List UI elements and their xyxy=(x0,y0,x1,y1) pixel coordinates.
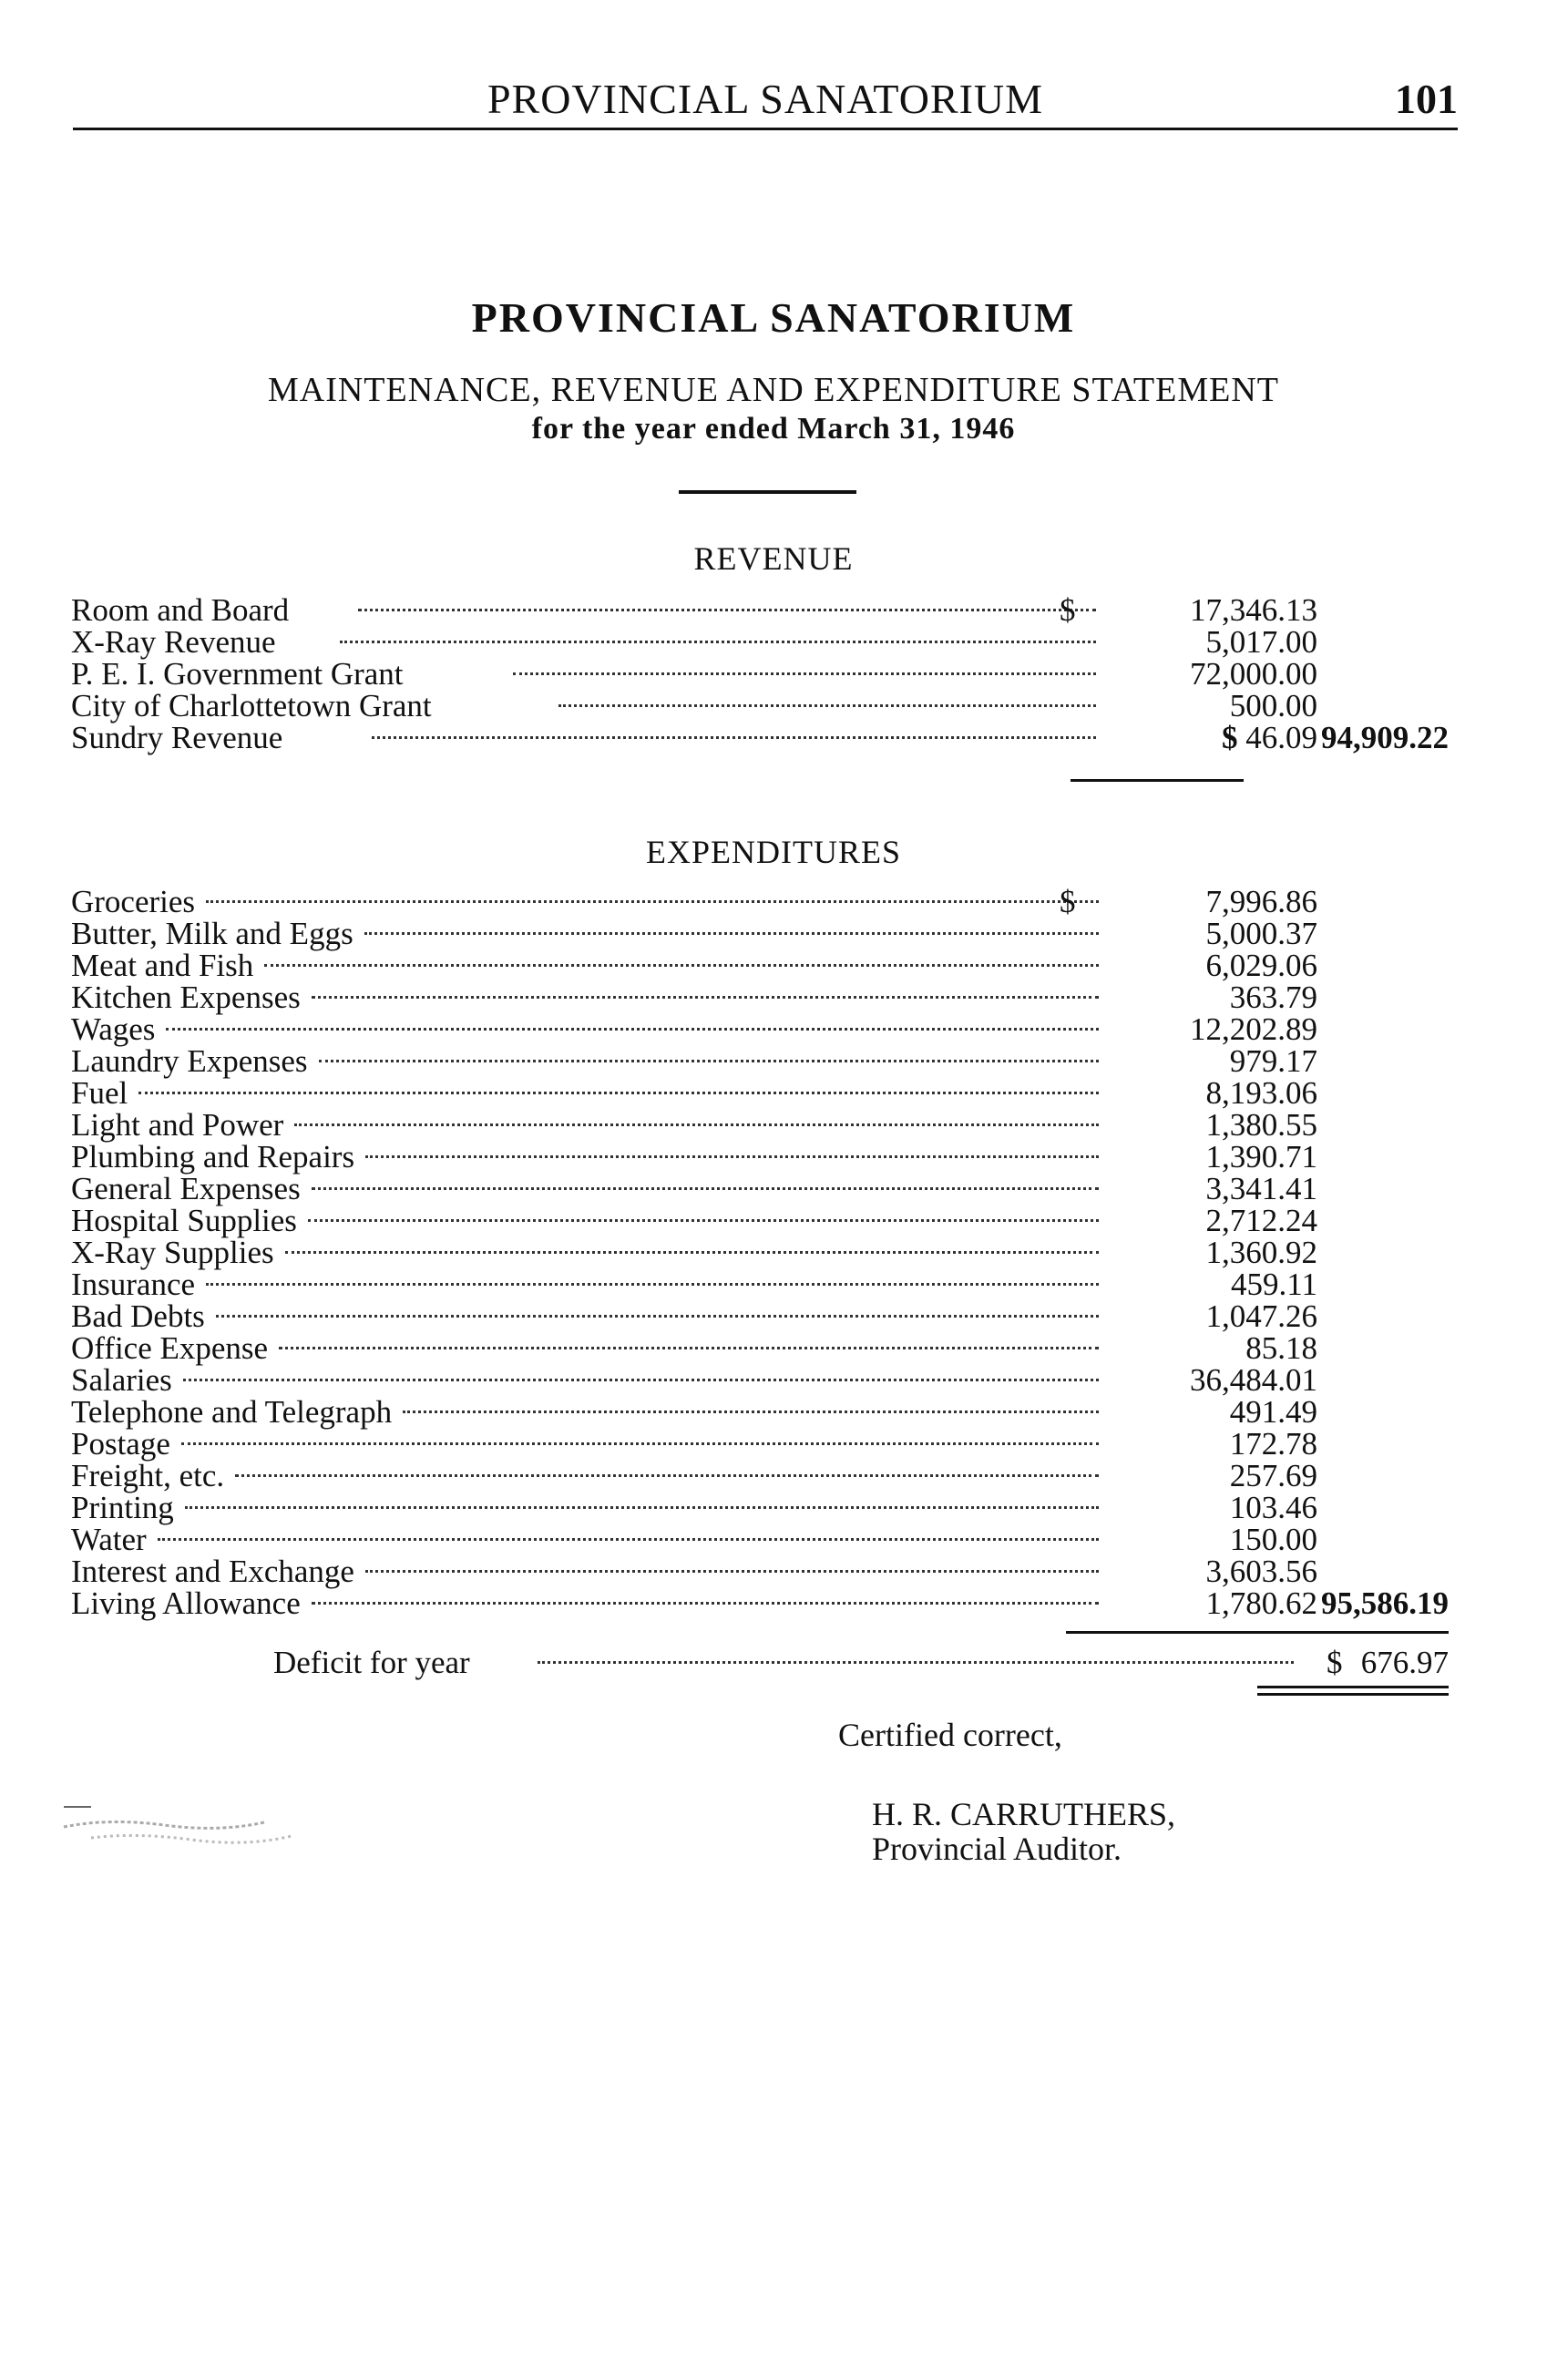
expenditure-amount: 1,390.71 xyxy=(1205,1139,1317,1175)
expenditure-label: Hospital Supplies xyxy=(71,1203,297,1238)
leader-dots xyxy=(312,996,1099,999)
revenue-amount: 17,346.13 xyxy=(1190,592,1317,628)
expenditure-row xyxy=(71,1426,1456,1462)
heading-divider xyxy=(679,490,856,494)
leader-dots xyxy=(294,1123,1099,1126)
expenditure-label: Butter, Milk and Eggs xyxy=(71,916,353,951)
statement-subtitle: MAINTENANCE, REVENUE AND EXPENDITURE STATEMENT xyxy=(267,371,1280,409)
leader-dots xyxy=(216,1315,1099,1318)
expenditure-row xyxy=(71,1554,1456,1589)
revenue-row xyxy=(71,656,1456,692)
expenditure-label: X-Ray Supplies xyxy=(71,1235,274,1270)
expenditure-amount: 5,000.37 xyxy=(1205,916,1317,951)
expenditure-amount: 257.69 xyxy=(1229,1458,1317,1493)
expenditure-amount: 8,193.06 xyxy=(1205,1075,1317,1111)
expenditure-label: Freight, etc. xyxy=(71,1458,225,1493)
expenditure-row xyxy=(71,1298,1456,1334)
revenue-label: Room and Board xyxy=(71,592,290,628)
expenditure-row xyxy=(71,1585,1456,1621)
expenditure-label: Wages xyxy=(71,1011,156,1047)
page-number: 101 xyxy=(1395,76,1458,122)
revenue-amount: 46.09 xyxy=(1245,720,1317,755)
expenditure-label: Insurance xyxy=(71,1267,196,1302)
leader-dots xyxy=(364,932,1099,935)
expenditure-label: Bad Debts xyxy=(71,1298,205,1334)
expenditure-label: Interest and Exchange xyxy=(71,1554,354,1589)
leader-dots xyxy=(138,1092,1099,1094)
expenditure-row xyxy=(71,1043,1456,1079)
expenditure-row xyxy=(71,948,1456,983)
expenditure-amount: 491.49 xyxy=(1229,1394,1317,1430)
expenditure-label: Kitchen Expenses xyxy=(71,980,301,1015)
expenditure-row xyxy=(71,1075,1456,1111)
revenue-subtotal-rule xyxy=(1071,779,1244,782)
expenditure-label: Plumbing and Repairs xyxy=(71,1139,355,1175)
certification-statement: Certified correct, xyxy=(838,1717,1062,1753)
expenditure-label: Printing xyxy=(71,1490,174,1525)
leader-dots xyxy=(206,900,1099,903)
faint-stamp-mark xyxy=(55,1800,310,1854)
revenue-amount: 72,000.00 xyxy=(1190,656,1317,692)
expenditure-row xyxy=(71,1203,1456,1238)
expenditure-row xyxy=(71,1522,1456,1557)
leader-dots xyxy=(183,1379,1099,1381)
expenditure-row xyxy=(71,980,1456,1015)
expenditure-label: Fuel xyxy=(71,1075,128,1111)
expenditure-amount: 979.17 xyxy=(1229,1043,1317,1079)
expenditures-heading: EXPENDITURES xyxy=(646,834,901,870)
leader-dots xyxy=(358,609,1096,611)
statement-period: for the year ended March 31, 1946 xyxy=(531,412,1016,446)
expenditure-amount: 36,484.01 xyxy=(1190,1362,1317,1398)
leader-dots xyxy=(312,1187,1099,1190)
expenditure-amount: 103.46 xyxy=(1229,1490,1317,1525)
expenditure-amount: 12,202.89 xyxy=(1190,1011,1317,1047)
deficit-double-rule xyxy=(1257,1693,1449,1696)
expenditure-amount: 363.79 xyxy=(1229,980,1317,1015)
revenue-label: Sundry Revenue xyxy=(71,720,283,755)
revenue-row xyxy=(71,592,1456,628)
expenditure-row xyxy=(71,1394,1456,1430)
expenditure-amount: 150.00 xyxy=(1229,1522,1317,1557)
revenue-total: 94,909.22 xyxy=(1321,720,1449,755)
expenditure-row xyxy=(71,1267,1456,1302)
leader-dots xyxy=(308,1219,1099,1222)
expenditure-amount: 1,047.26 xyxy=(1205,1298,1317,1334)
expenditure-row xyxy=(71,1011,1456,1047)
auditor-name: H. R. CARRUTHERS, xyxy=(872,1796,1176,1832)
expenditure-row xyxy=(71,1171,1456,1206)
leader-dots xyxy=(372,736,1096,739)
expenditure-label: Postage xyxy=(71,1426,170,1462)
expenditure-row xyxy=(71,1458,1456,1493)
leader-dots xyxy=(403,1411,1099,1413)
deficit-currency-sign: $ xyxy=(1327,1645,1343,1680)
leader-dots xyxy=(158,1538,1099,1541)
expenditure-label: General Expenses xyxy=(71,1171,301,1206)
revenue-heading: REVENUE xyxy=(693,540,854,577)
leader-dots xyxy=(279,1347,1099,1349)
expenditures-total-rule xyxy=(1066,1631,1449,1634)
expenditure-row xyxy=(71,916,1456,951)
leader-dots xyxy=(513,672,1096,675)
leader-dots xyxy=(319,1060,1099,1062)
revenue-label: City of Charlottetown Grant xyxy=(71,688,432,723)
leader-dots xyxy=(185,1506,1099,1509)
expenditure-label: Meat and Fish xyxy=(71,948,254,983)
expenditure-label: Living Allowance xyxy=(71,1585,301,1621)
leader-dots xyxy=(365,1570,1099,1573)
leader-dots xyxy=(365,1155,1099,1158)
expenditure-label: Groceries xyxy=(71,884,196,919)
deficit-rule xyxy=(1257,1686,1449,1688)
deficit-amount: 676.97 xyxy=(1360,1645,1449,1680)
currency-sign: $ xyxy=(1060,884,1076,919)
leader-dots xyxy=(538,1661,1294,1664)
expenditure-label: Light and Power xyxy=(71,1107,284,1143)
auditor-title: Provincial Auditor. xyxy=(872,1831,1122,1867)
expenditure-amount: 1,360.92 xyxy=(1205,1235,1317,1270)
revenue-row xyxy=(71,720,1456,755)
leader-dots xyxy=(264,964,1099,967)
statement-title: PROVINCIAL SANATORIUM xyxy=(471,294,1076,341)
expenditure-row xyxy=(71,1107,1456,1143)
leader-dots xyxy=(181,1442,1099,1445)
leader-dots xyxy=(312,1602,1099,1605)
running-head-title: PROVINCIAL SANATORIUM xyxy=(487,76,1044,122)
leader-dots xyxy=(206,1283,1099,1286)
expenditure-label: Water xyxy=(71,1522,147,1557)
expenditure-amount: 3,603.56 xyxy=(1205,1554,1317,1589)
expenditure-row xyxy=(71,1235,1456,1270)
leader-dots xyxy=(340,641,1096,643)
expenditure-amount: 6,029.06 xyxy=(1205,948,1317,983)
expenditure-row xyxy=(71,1362,1456,1398)
revenue-amount: 500.00 xyxy=(1229,688,1317,723)
leader-dots xyxy=(166,1028,1099,1031)
revenue-label: P. E. I. Government Grant xyxy=(71,656,404,692)
deficit-row xyxy=(71,1645,1456,1680)
revenue-row xyxy=(71,688,1456,723)
expenditure-amount: 459.11 xyxy=(1231,1267,1317,1302)
revenue-row xyxy=(71,624,1456,660)
expenditures-total: 95,586.19 xyxy=(1321,1585,1449,1621)
expenditure-row xyxy=(71,1330,1456,1366)
currency-sign: $ xyxy=(1060,592,1076,628)
deficit-label: Deficit for year xyxy=(273,1645,470,1680)
expenditure-amount: 3,341.41 xyxy=(1205,1171,1317,1206)
expenditure-label: Laundry Expenses xyxy=(71,1043,308,1079)
expenditure-amount: 1,780.62 xyxy=(1205,1585,1317,1621)
total-currency-sign: $ xyxy=(1222,720,1238,755)
expenditure-amount: 7,996.86 xyxy=(1205,884,1317,919)
leader-dots xyxy=(235,1474,1099,1477)
expenditure-amount: 2,712.24 xyxy=(1205,1203,1317,1238)
revenue-amount: 5,017.00 xyxy=(1205,624,1317,660)
leader-dots xyxy=(558,704,1096,707)
expenditure-row xyxy=(71,1139,1456,1175)
expenditure-amount: 172.78 xyxy=(1229,1426,1317,1462)
revenue-label: X-Ray Revenue xyxy=(71,624,276,660)
expenditure-row xyxy=(71,1490,1456,1525)
expenditure-amount: 1,380.55 xyxy=(1205,1107,1317,1143)
expenditure-row xyxy=(71,884,1456,919)
leader-dots xyxy=(285,1251,1099,1254)
expenditure-label: Salaries xyxy=(71,1362,172,1398)
running-head xyxy=(73,64,1458,130)
expenditure-label: Telephone and Telegraph xyxy=(71,1394,393,1430)
expenditure-amount: 85.18 xyxy=(1245,1330,1317,1366)
expenditure-label: Office Expense xyxy=(71,1330,269,1366)
